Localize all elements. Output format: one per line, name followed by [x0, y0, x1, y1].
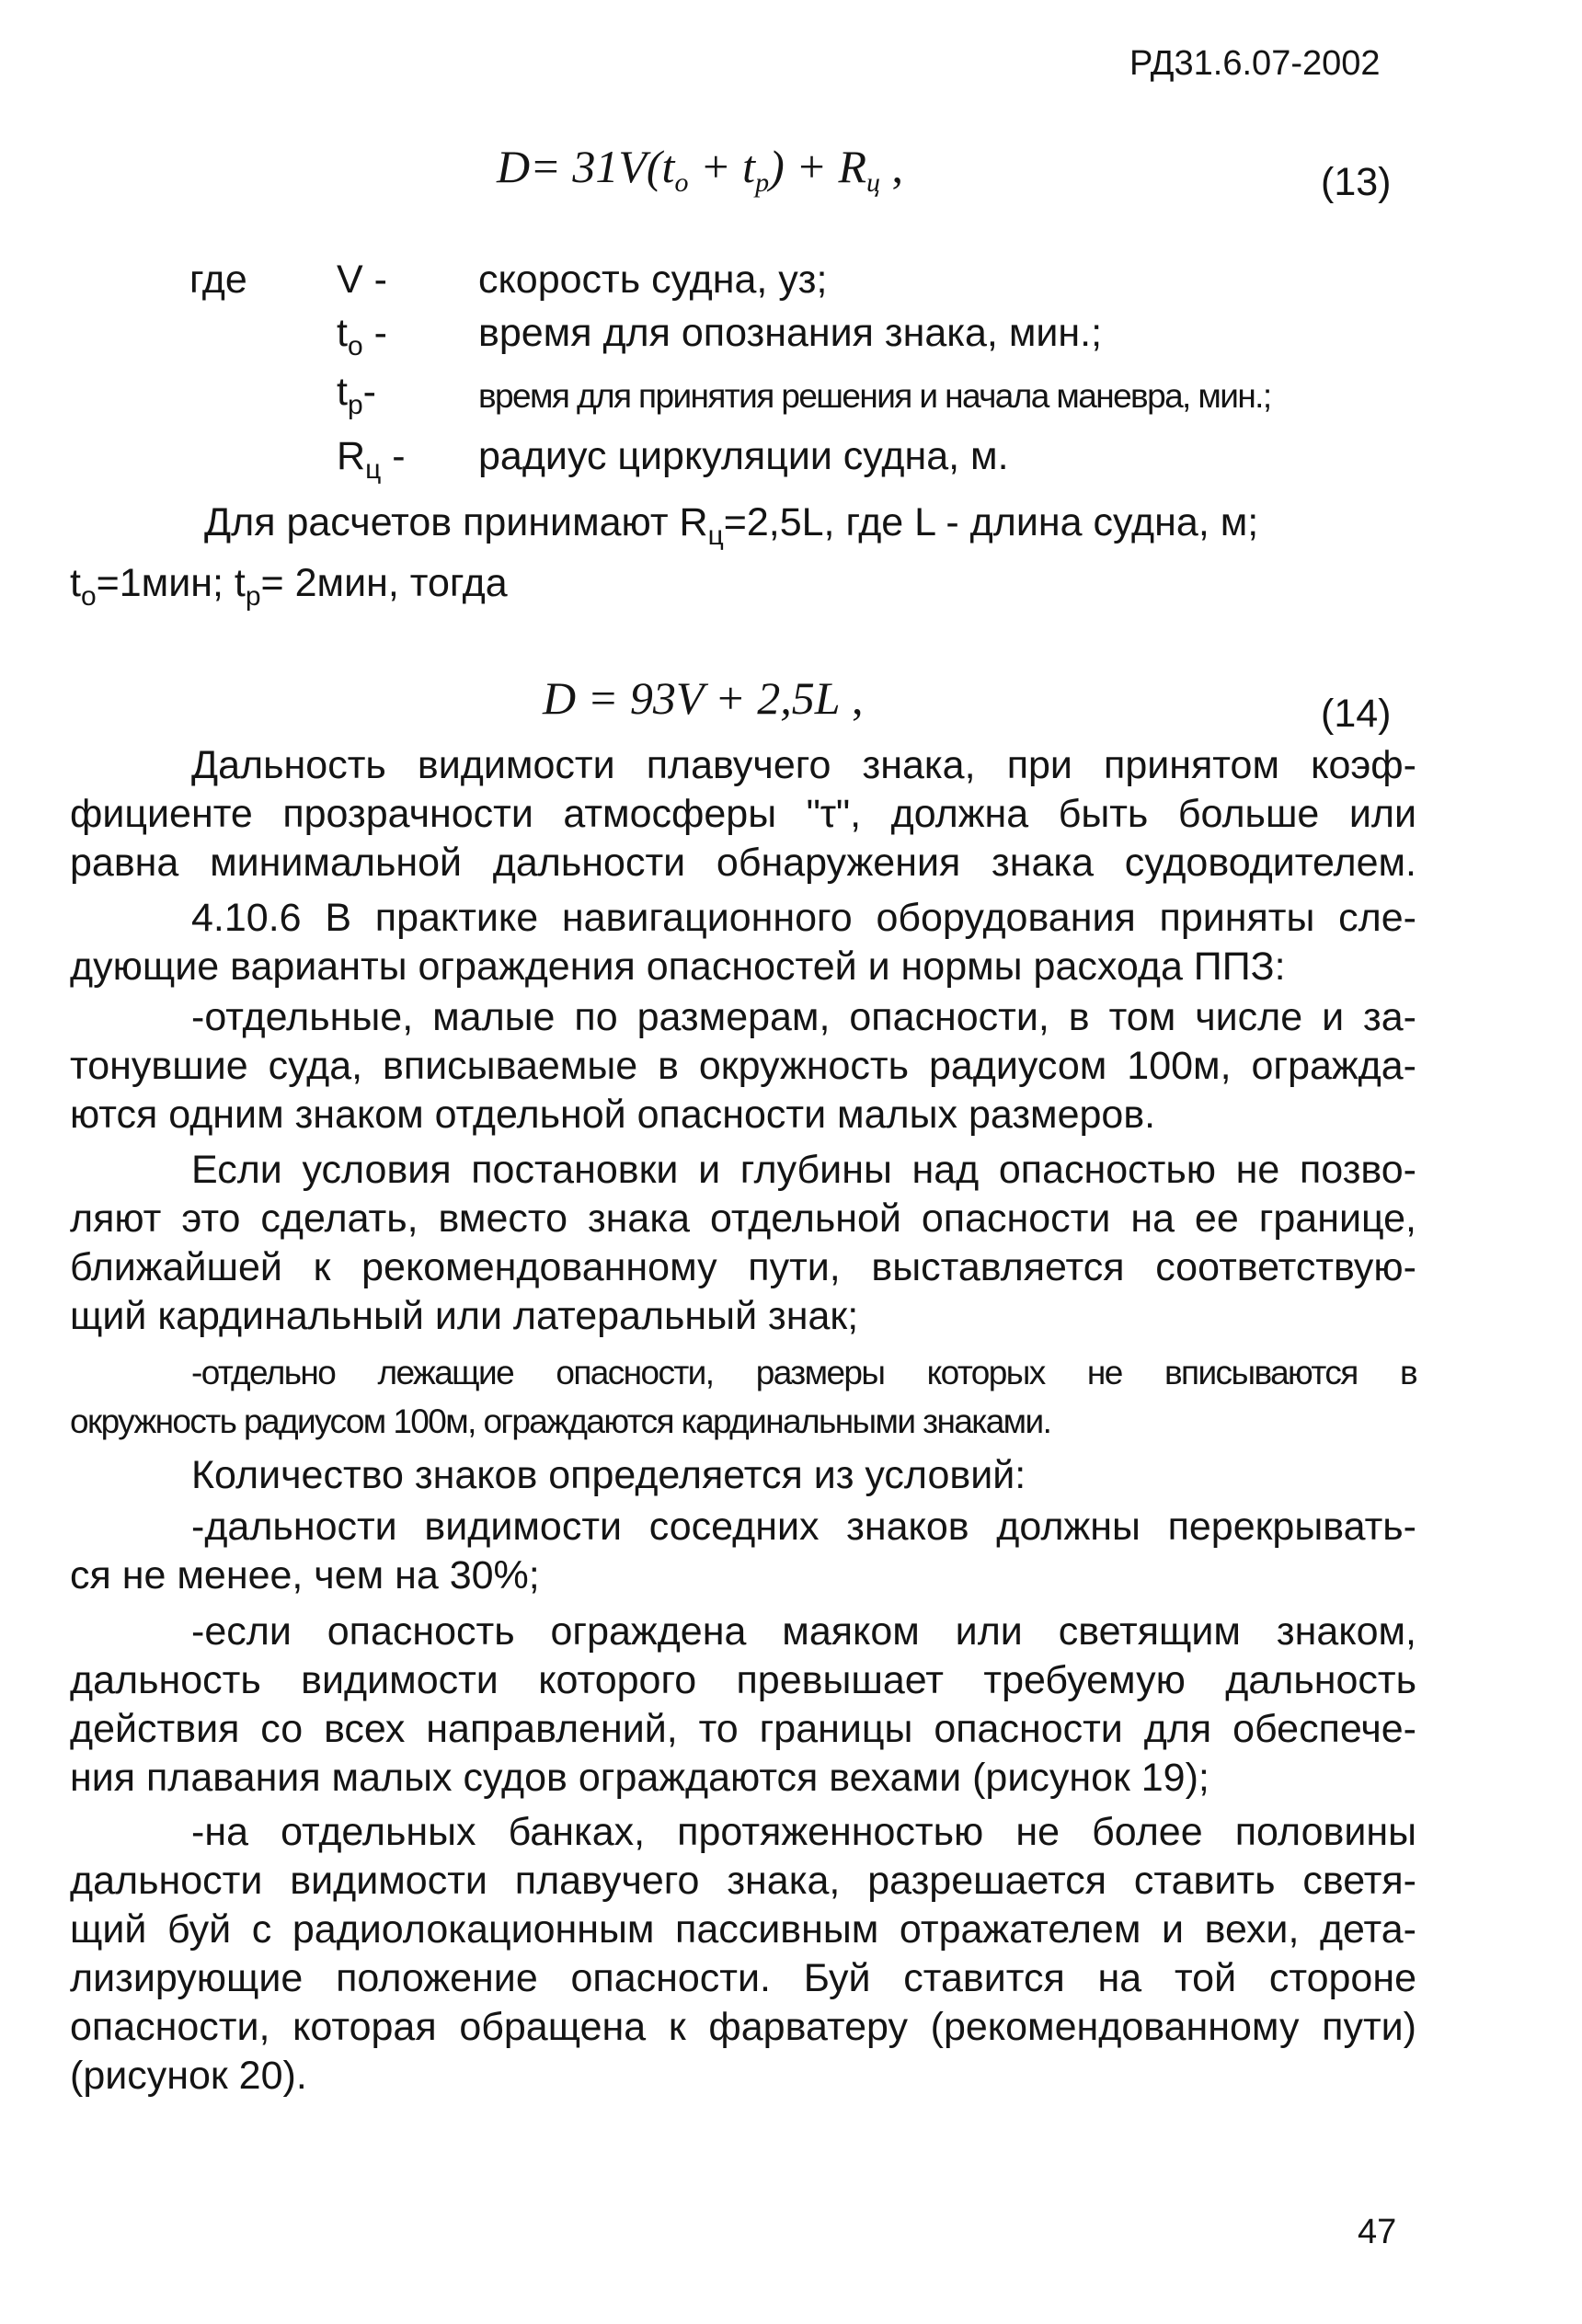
- paragraph-line: лизирующие положение опасности. Буй ставится на той стороне: [70, 1956, 1416, 2000]
- paragraph-line: дующие варианты ограждения опасностей и нормы расхода ППЗ:: [70, 944, 1286, 989]
- paragraph-line: -отдельно лежащие опасности, размеры которых не вписываются в: [191, 1354, 1416, 1391]
- page-number: 47: [1358, 2213, 1397, 2251]
- paragraph-line: Количество знаков определяется из условий:: [191, 1453, 1026, 1497]
- formula-13: $D= 31V(t_o + t_p) + R_ц$ ,: [497, 141, 904, 198]
- paragraph-line: ния плавания малых судов ограждаются вехами (рисунок 19);: [70, 1756, 1209, 1800]
- paragraph-line: тонувшие суда, вписываемые в окружность радиусом 100м, огражда-: [70, 1044, 1416, 1088]
- paragraph-line: ются одним знаком отдельной опасности малых размеров.: [70, 1093, 1156, 1137]
- section-heading-line: 4.10.6 В практике навигационного оборудования приняты сле-: [191, 896, 1416, 940]
- paragraph-line: равна минимальной дальности обнаружения знака судоводителем.: [70, 841, 1416, 885]
- paragraph-line: -на отдельных банках, протяженностью не более половины: [191, 1810, 1416, 1854]
- definitions-intro: где: [189, 258, 247, 302]
- definition-symbol-tp: $t_р-$: [337, 370, 376, 420]
- definition-text-v: скорость судна, уз;: [478, 258, 828, 302]
- equation-number-13: (13): [1321, 160, 1392, 204]
- definition-symbol-rc: $R_ц$ -: [337, 434, 406, 485]
- paragraph-line: -если опасность ограждена маяком или светящим знаком,: [191, 1609, 1416, 1654]
- paragraph-line: (рисунок 20).: [70, 2054, 307, 2098]
- definition-text-tp: время для принятия решения и начала маневра, мин.;: [478, 377, 1271, 415]
- paragraph-line: дальности видимости плавучего знака, разрешается ставить светя-: [70, 1859, 1416, 1903]
- paragraph-line: Если условия постановки и глубины над опасностью не позво-: [191, 1148, 1416, 1192]
- paragraph-line: щий буй с радиолокационным пассивным отражателем и вехи, дета-: [70, 1907, 1416, 1952]
- paragraph-line: действия со всех направлений, то границы опасности для обеспече-: [70, 1707, 1416, 1751]
- paragraph-line: -дальности видимости соседних знаков должны перекрывать-: [191, 1505, 1416, 1549]
- definition-symbol-to: $t_о$ -: [337, 311, 387, 361]
- calc-assumption-line: Для расчетов принимают $R_ц=2,5L$, где L - длина судна, м;: [204, 500, 1259, 551]
- calc-times-line: $t_о=1мин$; $t_р= 2мин$, тогда: [70, 561, 508, 612]
- paragraph-line: опасности, которая обращена к фарватеру (рекомендованному пути): [70, 2005, 1416, 2049]
- equation-number-14: (14): [1321, 692, 1392, 736]
- definition-text-to: время для опознания знака, мин.;: [478, 311, 1103, 355]
- paragraph-line: -отдельные, малые по размерам, опасности, в том числе и за-: [191, 995, 1416, 1039]
- paragraph-line: ляют это сделать, вместо знака отдельной опасности на ее границе,: [70, 1196, 1416, 1241]
- paragraph-line: ближайшей к рекомендованному пути, выставляется соответствую-: [70, 1245, 1416, 1289]
- paragraph-line: ся не менее, чем на 30%;: [70, 1553, 540, 1597]
- definition-text-rc: радиус циркуляции судна, м.: [478, 434, 1009, 478]
- paragraph-line: фициенте прозрачности атмосферы "τ", должна быть больше или: [70, 792, 1416, 836]
- paragraph-line: Дальность видимости плавучего знака, при принятом коэф-: [191, 743, 1416, 787]
- paragraph-line: окружность радиусом 100м, ограждаются кардинальными знаками.: [70, 1402, 1051, 1440]
- definition-symbol-v: V -: [337, 258, 387, 302]
- paragraph-line: дальность видимости которого превышает требуемую дальность: [70, 1658, 1416, 1702]
- formula-14: D = 93V + 2,5L ,: [543, 672, 864, 724]
- paragraph-line: щий кардинальный или латеральный знак;: [70, 1294, 859, 1338]
- document-code: РД31.6.07-2002: [1129, 44, 1381, 83]
